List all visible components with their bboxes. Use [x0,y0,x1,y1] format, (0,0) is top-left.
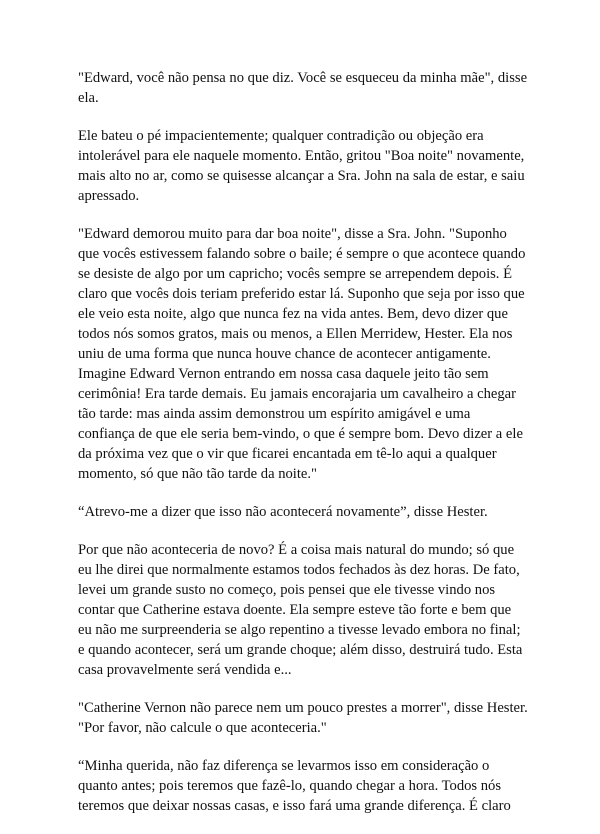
paragraph-3: "Edward demorou muito para dar boa noite", disse a Sra. John. "Suponho que vocês estivessem falando sobre o baile; é sempre o que acontece quando se desiste de algo por um capricho; vocês sempre se arrependem depois. É claro que vocês dois teriam preferido estar lá. Suponho que seja por isso que ele veio esta noite, algo que nunca fez na vida antes. Bem, devo dizer que todos nós somos gratos, mais ou menos, a Ellen Merridew, Hester. Ela nos uniu de uma forma que nunca houve chance de acontecer antigamente. Imagine Edward Vernon entrando em nossa casa daquele jeito tão sem cerimônia! Era tarde demais. Eu jamais encorajaria um cavalheiro a chegar tão tarde: mas ainda assim demonstrou um espírito amigável e uma confiança de que ele seria bem-vindo, o que é sempre bom. Devo dizer a ele da próxima vez que o vir que ficarei encantada em tê-lo aqui a qualquer momento, só que não tão tarde da noite." [78,226,526,482]
paragraph-2: Ele bateu o pé impacientemente; qualquer contradição ou objeção era intolerável para ele naquele momento. Então, gritou "Boa noite" novamente, mais alto no ar, como se quisesse alcançar a Sra. John na sala de estar, e saiu apressado. [78,128,525,204]
paragraph-1: "Edward, você não pensa no que diz. Você se esqueceu da minha mãe", disse ela. [78,70,528,106]
paragraph-7: “Minha querida, não faz diferença se levarmos isso em consideração o quanto antes; pois teremos que fazê-lo, quando chegar a hora. Todos nós teremos que deixar nossas casas, e isso fará uma grande diferença. É claro [78,758,511,814]
paragraph-5: Por que não aconteceria de novo? É a coisa mais natural do mundo; só que eu lhe direi que normalmente estamos todos fechados às dez horas. De fato, levei um grande susto no começo, pois pensei que ele tivesse vindo nos contar que Catherine estava doente. Ela sempre esteve tão forte e bem que eu não me surpreenderia se algo repentino a tivesse levado embora no final; e quando acontecer, será um grande choque; além disso, destruirá tudo. Esta casa provavelmente será vendida e... [78,542,523,678]
paragraph-6: "Catherine Vernon não parece nem um pouco prestes a morrer", disse Hester. "Por favor, não calcule o que aconteceria." [78,700,528,736]
body-text [78,68,528,834]
paragraph-4: “Atrevo-me a dizer que isso não acontecerá novamente”, disse Hester. [78,504,488,520]
